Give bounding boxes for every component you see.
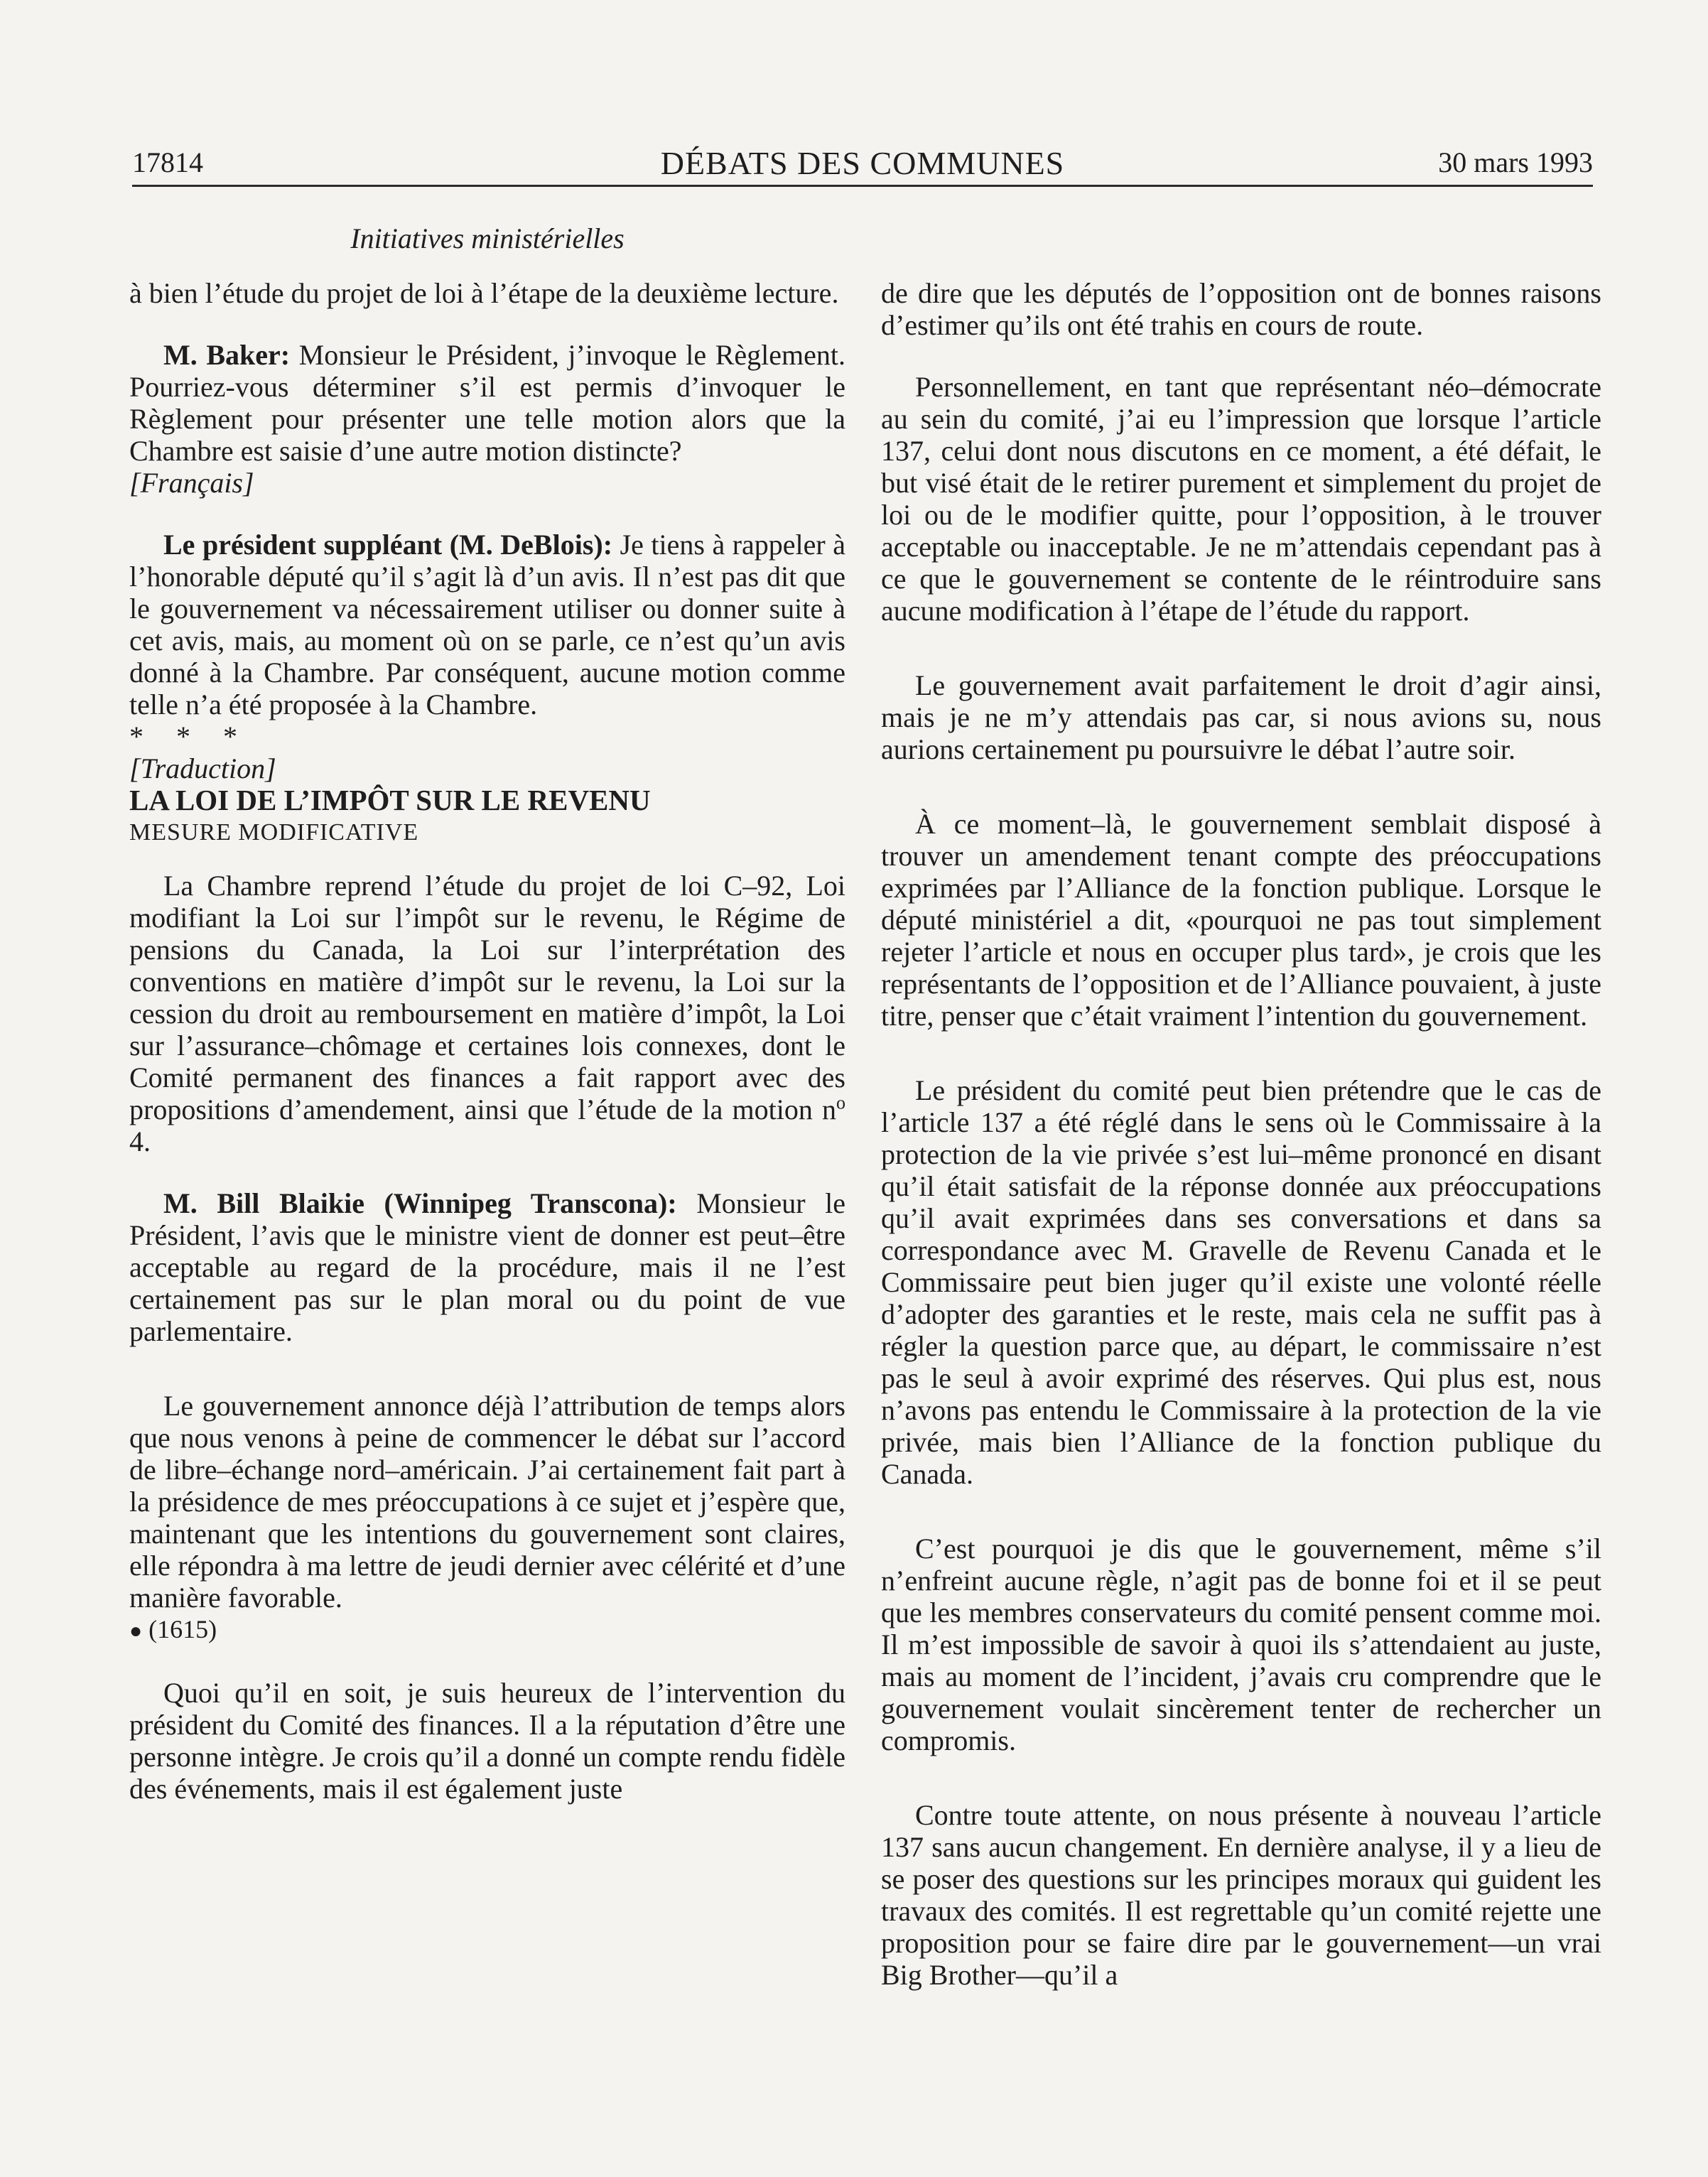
speaker-name: M. Bill Blaikie (Winnipeg Transcona): <box>163 1187 677 1219</box>
paragraph: de dire que les députés de l’opposition ont de bonnes raisons d’estimer qu’ils ont été trahis en cours de route. <box>881 277 1601 341</box>
paragraph: Le gouvernement annonce déjà l’attribution de temps alors que nous venons à peine de commencer le débat sur l’accord de libre–échange nord–américain. J’ai certainement fait part à la présidence de mes préoccupations à ce sujet et j’espère que, maintenant que les intentions du gouvernement sont claires, elle répondra à ma lettre de jeudi dernier avec célérité et d’une manière favorable. <box>129 1390 845 1614</box>
paragraph: Le président du comité peut bien prétendre que le cas de l’article 137 a été réglé dans le sens où le Commissaire à la protection de la vie privée s’est lui–même prononcé en disant qu’il était satisfait de la réponse donnée aux préoccupations qu’il avait exprimées dans ses conversations et dans sa correspondance avec M. Gravelle de Revenu Canada et le Commissaire peut bien juger qu’il existe une volonté réelle d’adopter des garanties et le reste, mais cela ne suffit pas à régler la question parce que, au départ, le commissaire n’est pas le seul à avoir exprimé des réserves. Qui plus est, nous n’avons pas entendu le Commissaire à la protection de la vie privée, mais bien l’Alliance de la fonction publique du Canada. <box>881 1074 1601 1490</box>
right-column <box>881 277 1601 1991</box>
section-subheading: MESURE MODIFICATIVE <box>129 819 419 846</box>
publication-title: DÉBATS DES COMMUNES <box>660 145 1065 181</box>
paragraph: Personnellement, en tant que représentant néo–démocrate au sein du comité, j’ai eu l’impression que lorsque l’article 137, celui dont nous discutons en ce moment, a été défait, le but visé était de le retirer purement et simplement du projet de loi ou de le modifier quitte, pour l’opposition, à le trouver acceptable ou inacceptable. Je ne m’attendais cependant pas à ce que le gouvernement se contente de le réintroduire sans aucune modification à l’étape de l’étude du rapport. <box>881 371 1601 627</box>
section-heading: LA LOI DE L’IMPÔT SUR LE REVENU <box>129 784 651 816</box>
speaker-name: Le président suppléant (M. DeBlois): <box>163 529 613 561</box>
paragraph <box>129 529 845 720</box>
language-marker: [Français] <box>129 467 254 499</box>
paragraph: à bien l’étude du projet de loi à l’étape de la deuxième lecture. <box>129 277 839 309</box>
paragraph: À ce moment–là, le gouvernement semblait disposé à trouver un amendement tenant compte des préoccupations exprimées par l’Alliance de la fonction publique. Lorsque le député ministériel a dit, «pourquoi ne pas tout simplement rejeter l’article et nous en occuper plus tard», je crois que les représentants de l’opposition et de l’Alliance pouvaient, à juste titre, penser que c’était vraiment l’intention du gouvernement. <box>881 808 1601 1032</box>
bullet-icon: ● <box>129 1619 143 1643</box>
speech-text: Monsieur le Président, j’invoque le Règlement. Pourriez-vous déterminer s’il est permis d’invoquer le Règlement pour présenter une telle motion alors que la Chambre est saisie d’une autre motion distincte? <box>129 339 845 467</box>
speech-text: Je tiens à rappeler à l’honorable député qu’il s’agit là d’un avis. Il n’est pas dit que le gouvernement va nécessairement utiliser ou donner suite à cet avis, mais, au moment où on se parle, ce n’est qu’un avis donné à la Chambre. Par conséquent, aucune motion comme telle n’a été proposée à la Chambre. <box>129 529 846 720</box>
time-marker: ● (1615) <box>129 1615 217 1643</box>
paragraph: Le gouvernement avait parfaitement le droit d’agir ainsi, mais je ne m’y attendais pas car, si nous avions su, nous aurions certainement pu poursuivre le débat l’autre soir. <box>881 669 1601 765</box>
language-marker: [Traduction] <box>129 752 276 784</box>
page-header <box>132 141 1593 187</box>
paragraph: Quoi qu’il en soit, je suis heureux de l’intervention du président du Comité des finances. Il a la réputation d’être une personne intègre. Je crois qu’il a donné un compte rendu fidèle des événements, mais il est également juste <box>129 1677 845 1805</box>
running-head: Initiatives ministérielles <box>350 222 625 254</box>
left-column <box>129 277 845 1805</box>
paragraph <box>129 1187 845 1347</box>
paragraph: Contre toute attente, on nous présente à nouveau l’article 137 sans aucun changement. En dernière analyse, il y a lieu de se poser des questions sur les principes moraux qui guident les travaux des comités. Il est regrettable qu’un comité rejette une proposition pour se faire dire par le gouvernement—un vrai Big Brother—qu’il a <box>881 1799 1601 1991</box>
speech-text: Monsieur le Président, l’avis que le ministre vient de donner est peut–être acceptable au regard de la procédure, mais il ne l’est certainement pas sur le plan moral ou du point de vue parlementaire. <box>129 1187 845 1347</box>
paragraph <box>129 339 845 467</box>
paragraph: C’est pourquoi je dis que le gouvernement, même s’il n’enfreint aucune règle, n’agit pas de bonne foi et il se peut que les membres conservateurs du comité pensent comme moi. Il m’est impossible de savoir à quoi ils s’attendaient au juste, mais au moment de l’incident, j’avais cru comprendre que le gouvernement voulait sincèrement tenter de rechercher un compromis. <box>881 1533 1601 1756</box>
speaker-name: M. Baker: <box>163 339 291 371</box>
page-number: 17814 <box>132 146 203 178</box>
section-separator: * * * <box>129 720 250 752</box>
paragraph: La Chambre reprend l’étude du projet de loi C–92, Loi modifiant la Loi sur l’impôt sur le revenu, le Régime de pensions du Canada, la Loi sur l’interprétation des conventions en matière d’impôt sur le revenu, la Loi sur la cession du droit au remboursement en matière d’impôt, la Loi sur l’assurance–chômage et certaines lois connexes, dont le Comité permanent des finances a fait rapport avec des propositions d’amendement, ainsi que l’étude de la motion $n^o$ 4. <box>129 870 845 1157</box>
publication-date: 30 mars 1993 <box>1438 146 1593 178</box>
